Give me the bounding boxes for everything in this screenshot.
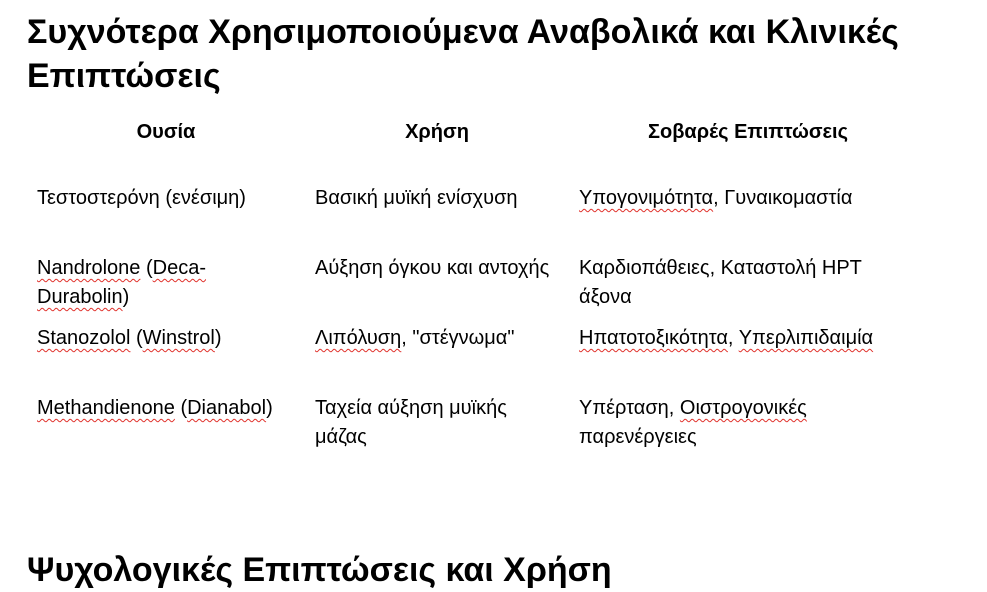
substance-cell [27,254,305,324]
misspelled-word[interactable]: Λιπόλυση [315,327,402,349]
substance-text: ) [214,327,222,349]
misspelled-word[interactable]: Υπογονιμότητα [579,187,714,209]
table-row [27,184,927,254]
use-cell: Αύξηση όγκου και αντοχής [315,257,550,279]
substance-cell [27,324,305,394]
effects-cell: Καρδιοπάθειες, Καταστολή HPT άξονα [579,257,862,308]
use-text: , "στέγνωμα" [401,327,515,349]
effects-cell [569,324,927,394]
table-row [27,324,927,394]
table-row [27,394,927,464]
next-section-heading: Ψυχολογικές Επιπτώσεις και Χρήση [27,551,612,589]
misspelled-word[interactable]: Nandrolone [37,257,141,279]
substance-text: ( [140,257,153,279]
substance-cell: Τεστοστερόνη (ενέσιμη) [37,187,246,209]
use-cell [305,324,569,394]
use-cell: Ταχεία αύξηση μυϊκής μάζας [315,397,507,448]
misspelled-word[interactable]: Ηπατοτοξικότητα [579,327,728,349]
misspelled-word[interactable]: Dianabol [187,397,267,419]
header-effects: Σοβαρές Επιπτώσεις [648,120,848,143]
misspelled-word[interactable]: Υπερλιπιδαιμία [738,327,874,349]
misspelled-word[interactable]: Οιστρογονικές [679,397,807,419]
substance-text: ) [122,286,130,308]
steroids-table [27,112,927,464]
effects-text: , Γυναικομαστία [713,187,853,209]
header-use: Χρήση [405,120,469,143]
misspelled-word[interactable]: Winstrol [142,327,215,349]
table-header-row [27,112,927,152]
effects-cell [569,184,927,254]
table-spacer [27,152,927,184]
substance-text: ) [266,397,273,419]
effects-text: παρενέργειες [579,426,697,448]
substance-text: ( [130,327,143,349]
use-cell: Βασική μυϊκή ενίσχυση [315,187,518,209]
misspelled-word[interactable]: Methandienone [37,397,175,419]
effects-text: , [727,327,739,349]
table-row [27,254,927,324]
misspelled-word[interactable]: Stanozolol [37,327,131,349]
document-heading: Συχνότερα Χρησιμοποιούμενα Αναβολικά και Κλινικές Επιπτώσεις [27,13,899,95]
header-substance: Ουσία [136,120,196,143]
misspelled-word[interactable]: Deca-Durabolin [37,257,206,308]
effects-text: Υπέρταση, [579,397,680,419]
substance-text: ( [174,397,188,419]
substance-cell [27,394,305,464]
effects-cell [569,394,927,464]
